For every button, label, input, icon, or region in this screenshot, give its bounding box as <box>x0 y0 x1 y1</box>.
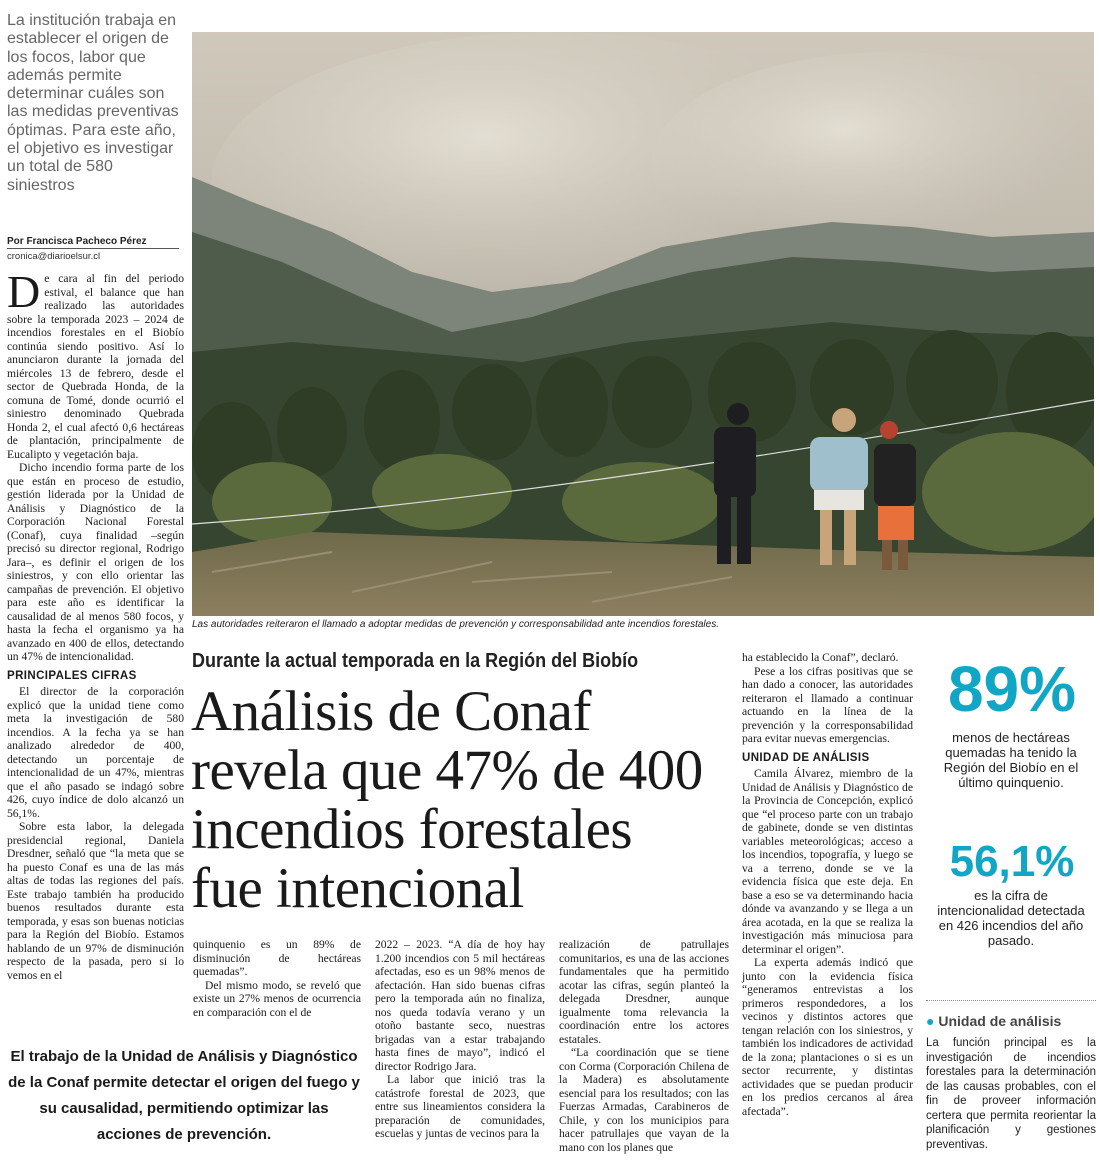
section-heading: UNIDAD DE ANÁLISIS <box>742 751 870 764</box>
section-heading: PRINCIPALES CIFRAS <box>7 669 137 682</box>
stat-89-description: menos de hectáreas quemadas ha tenido la Región del Biobío en el último quinquenio. <box>943 730 1079 790</box>
deck: La institución trabaja en establecer el origen de los focos, labor que además permite determinar cuáles son las medidas preventivas óptimas. Para este año, el objetivo es investigar un total de 580 siniestros <box>7 12 179 194</box>
drop-cap: D <box>7 266 41 317</box>
headline <box>191 682 731 918</box>
paragraph: ha establecido la Conaf”, declaró. <box>742 651 899 664</box>
paragraph: La labor que inició tras la catástrofe forestal de 2023, que entre sus lineamientos considera la preparación de comunidades, escuelas y juntas de vecinos para la <box>375 1073 545 1140</box>
paragraph: Pese a los cifras positivas que se han dado a conocer, las autoridades reiteraron el llamado a continuar actuando en la línea de la prevención y la corresponsabilidad para evitar nuevas emergencias. <box>742 664 913 745</box>
paragraph: Sobre esta labor, la delegada presidencial regional, Daniela Dresdner, señaló que “la meta que se ha puesto Conaf es una de las más altas de todas las regiones del país. Este trabajo también ha producido buenos resultados durante esta temporada, y esas son buenas noticias para la Región del Biobío. Estamos hablando de un 97% de disminución respecto de la pasada, pero si lo vemos en el <box>7 820 184 982</box>
paragraph: El director de la corporación explicó que la unidad tiene como meta la investigación de 580 incendios. A la fecha ya se han analizado alrededor de 400, detectando un porcentaje de intencionalidad de un 47%, mientras que el año pasado se indagó sobre 426, cuyo índice de dolo alcanzó un 56,1%. <box>7 685 184 820</box>
sidebox-divider <box>926 1000 1096 1001</box>
photo-caption: Las autoridades reiteraron el llamado a adoptar medidas de prevención y corresponsabilidad ante incendios forestales. <box>192 619 719 630</box>
paragraph: Camila Álvarez, miembro de la Unidad de Análisis y Diagnóstico de la Provincia de Concepción, explicó que “el proceso parte con un trabajo de gabinete, donde se ven distintas variables meteorológicas; acceso a los incendios, topografía, y luego se va a terreno, donde se ve la evidencia física que este deja. En base a eso se va determinando hacia dónde va avanzando y se llega a un área acotada, en la que se realiza la investigación más minuciosa para determinar el origen”. <box>742 767 913 956</box>
paragraph: 2022 – 2023. “A día de hoy hay 1.200 incendios con 5 mil hectáreas afectadas, eso es un 98% menos de afectación. Han sido buenas cifras pero la temporada aún no finaliza, nos queda todavía verano y un otoño bastante seco, nuestras brigadas van a estar trabajando hasta fines de mayo”, indicó el director Rodrigo Jara. <box>375 938 545 1073</box>
headline-line: Análisis de Conaf <box>191 680 591 743</box>
paragraph: e cara al fin del periodo estival, el balance que han realizado las autoridades sobre la temporada 2023 – 2024 de incendios forestales en el Biobío continúa siendo positivo. Así lo anunciaron durante la jornada del miércoles 13 de febrero, desde el sector de Quebrada Honda, de la comuna de Tomé, donde ocurrió el siniestro denominado Quebrada Honda 2, el cual afectó 0,6 hectáreas de plantación, principalmente de Eucalipto y vegetación baja. <box>7 272 184 461</box>
article-column-3 <box>375 938 545 1141</box>
bullet-icon: ● <box>926 1013 935 1029</box>
stat-56-percent: 56,1% <box>949 837 1075 886</box>
paragraph: “La coordinación que se tiene con Corma (Corporación Chilena de la Madera) es absolutamente esencial para los resultados; con las Fuerzas Armadas, Carabineros de Chile, y con los municipios para hacer patrullajes que vayan de la mano con los planes que <box>559 1046 729 1154</box>
byline-email: cronica@diarioelsur.cl <box>7 251 101 262</box>
stat-56-description: es la cifra de intencionalidad detectada en 426 incendios del año pasado. <box>937 888 1085 948</box>
article-column-4 <box>559 938 729 1154</box>
sidebox-title <box>926 1013 1061 1029</box>
stat-89-percent: 89% <box>947 653 1077 725</box>
headline-line: revela que 47% de 400 <box>191 739 703 802</box>
byline: Por Francisca Pacheco Pérez <box>7 236 179 249</box>
article-column-1 <box>7 266 184 982</box>
photo <box>192 32 1094 616</box>
kicker: Durante la actual temporada en la Región del Biobío <box>192 650 639 672</box>
forest-fire-photo <box>192 32 1094 616</box>
article-column-5 <box>742 651 913 1118</box>
paragraph: Dicho incendio forma parte de los que están en proceso de estudio, gestión liderada por la Unidad de Análisis y Diagnóstico de la Corporación Nacional Forestal (Conaf), cuya finalidad –según precisó su director regional, Rodrigo Jara–, es definir el origen de los siniestros, y con ello orientar las campañas de prevención. El objetivo para este año es identificar la causalidad de al menos 580 focos, y hasta la fecha el organismo ya ha avanzado en 400 de ellos, detectando un 47% de intencionalidad. <box>7 461 184 663</box>
paragraph: quinquenio es un 89% de disminución de hectáreas quemadas”. <box>193 938 361 978</box>
pull-quote: El trabajo de la Unidad de Análisis y Diagnóstico de la Conaf permite detectar el origen del fuego y su causalidad, permitiendo optimizar las acciones de prevención. <box>8 1048 360 1143</box>
sidebox-title-text: Unidad de análisis <box>938 1013 1062 1029</box>
article-column-2 <box>193 938 361 1019</box>
headline-line: incendios forestales <box>191 798 633 861</box>
paragraph: Del mismo modo, se reveló que existe un 27% menos de ocurrencia en comparación con el de <box>193 978 361 1019</box>
headline-line: fue intencional <box>191 857 524 920</box>
paragraph: realización de patrullajes comunitarios, es una de las acciones fundamentales que ha permitido acotar las cifras, según planteó la delegada Dresdner, aunque igualmente toma relevancia la coordinación entre los actores estatales. <box>559 938 729 1046</box>
sidebox-text: La función principal es la investigación de incendios forestales para la determinación de las causas probables, con el fin de proveer información certera que permita reorientar la planificación y gestiones preventivas. <box>926 1037 1096 1151</box>
paragraph: La experta además indicó que junto con la evidencia física “generamos entrevistas a los primeros respondedores, a los vecinos y distintos actores que tengan relación con los siniestros, y también los indicadores de actividad de la zona; plantaciones o si es un sector recurrente, y distintas actividades que se puedan producir en los predios cercanos al área afectada”. <box>742 956 913 1118</box>
